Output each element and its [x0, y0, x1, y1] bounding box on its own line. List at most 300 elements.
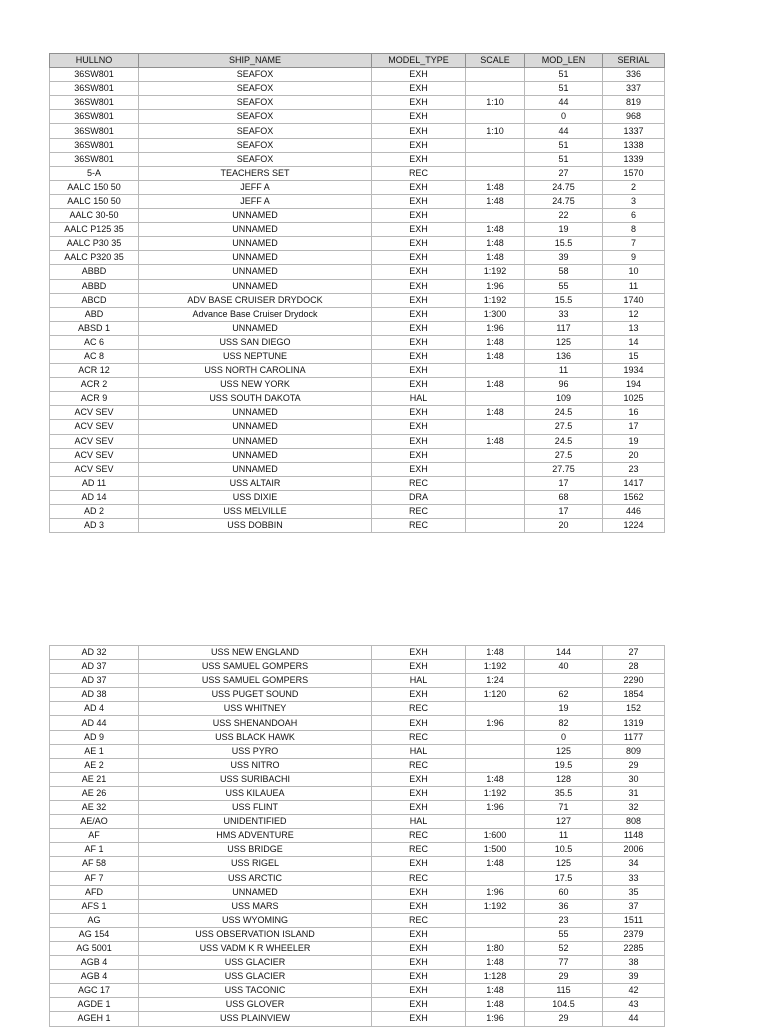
mod-len-cell: 11	[525, 829, 603, 843]
mod-len-cell: 51	[525, 152, 603, 166]
mod-len-cell: 125	[525, 857, 603, 871]
ship-name-cell: USS PUGET SOUND	[139, 688, 372, 702]
mod-len-cell: 68	[525, 490, 603, 504]
model-type-cell: REC	[372, 166, 466, 180]
table-row	[50, 138, 665, 152]
mod-len-cell: 44	[525, 124, 603, 138]
mod-len-cell: 96	[525, 378, 603, 392]
ship-name-cell: UNNAMED	[139, 223, 372, 237]
hullno-cell: AF 7	[50, 871, 139, 885]
serial-cell: 31	[603, 786, 665, 800]
table-row	[50, 941, 665, 955]
table-row	[50, 716, 665, 730]
table-row	[50, 857, 665, 871]
scale-cell: 1:48	[466, 237, 525, 251]
serial-cell: 23	[603, 462, 665, 476]
table-row	[50, 772, 665, 786]
mod-len-cell: 35.5	[525, 786, 603, 800]
model-type-cell: EXH	[372, 138, 466, 152]
ship-name-cell: UNNAMED	[139, 885, 372, 899]
table-row	[50, 194, 665, 208]
serial-cell: 1740	[603, 293, 665, 307]
mod-len-cell: 33	[525, 307, 603, 321]
model-type-cell: EXH	[372, 152, 466, 166]
table-row	[50, 871, 665, 885]
table-row	[50, 956, 665, 970]
hullno-cell: AD 38	[50, 688, 139, 702]
mod-len-cell: 51	[525, 82, 603, 96]
table-row	[50, 801, 665, 815]
table-row	[50, 392, 665, 406]
ship-name-cell: SEAFOX	[139, 82, 372, 96]
model-type-cell: EXH	[372, 378, 466, 392]
serial-cell: 7	[603, 237, 665, 251]
scale-cell: 1:600	[466, 829, 525, 843]
mod-len-cell: 39	[525, 251, 603, 265]
scale-cell	[466, 476, 525, 490]
hullno-cell: AGC 17	[50, 984, 139, 998]
hullno-cell: 36SW801	[50, 152, 139, 166]
hullno-cell: AC 8	[50, 349, 139, 363]
hullno-cell: 36SW801	[50, 96, 139, 110]
scale-cell: 1:192	[466, 660, 525, 674]
scale-cell	[466, 490, 525, 504]
hullno-cell: AE 26	[50, 786, 139, 800]
hullno-cell: AD 2	[50, 505, 139, 519]
scale-cell: 1:24	[466, 674, 525, 688]
mod-len-cell: 19	[525, 223, 603, 237]
hullno-cell: AALC 30-50	[50, 209, 139, 223]
mod-len-cell: 24.75	[525, 180, 603, 194]
hullno-cell: ABD	[50, 307, 139, 321]
column-header-model-type: MODEL_TYPE	[372, 54, 466, 68]
table-row	[50, 786, 665, 800]
serial-cell: 337	[603, 82, 665, 96]
model-type-cell: EXH	[372, 801, 466, 815]
scale-cell: 1:48	[466, 378, 525, 392]
hullno-cell: AALC P320 35	[50, 251, 139, 265]
table-row	[50, 913, 665, 927]
hullno-cell: AG 154	[50, 927, 139, 941]
serial-cell: 2379	[603, 927, 665, 941]
mod-len-cell: 24.75	[525, 194, 603, 208]
ship-name-cell: USS PLAINVIEW	[139, 1012, 372, 1026]
hullno-cell: AGEH 1	[50, 1012, 139, 1026]
hullno-cell: AD 11	[50, 476, 139, 490]
hullno-cell: AD 32	[50, 646, 139, 660]
model-type-cell: EXH	[372, 941, 466, 955]
hullno-cell: AALC P30 35	[50, 237, 139, 251]
hullno-cell: ABCD	[50, 293, 139, 307]
scale-cell	[466, 68, 525, 82]
model-type-cell: REC	[372, 505, 466, 519]
ship-name-cell: USS WHITNEY	[139, 702, 372, 716]
table-row	[50, 899, 665, 913]
ship-name-cell: USS GLACIER	[139, 956, 372, 970]
ship-name-cell: USS TACONIC	[139, 984, 372, 998]
ship-name-cell: USS NEW YORK	[139, 378, 372, 392]
scale-cell: 1:192	[466, 786, 525, 800]
hullno-cell: ACV SEV	[50, 448, 139, 462]
serial-cell: 1177	[603, 730, 665, 744]
table-row	[50, 335, 665, 349]
scale-cell	[466, 462, 525, 476]
scale-cell	[466, 913, 525, 927]
ship-name-cell: UNNAMED	[139, 237, 372, 251]
mod-len-cell: 115	[525, 984, 603, 998]
hullno-cell: AD 3	[50, 519, 139, 533]
scale-cell: 1:500	[466, 843, 525, 857]
serial-cell: 8	[603, 223, 665, 237]
ship-name-cell: USS BLACK HAWK	[139, 730, 372, 744]
ship-name-cell: SEAFOX	[139, 68, 372, 82]
serial-cell: 14	[603, 335, 665, 349]
ship-name-cell: USS ARCTIC	[139, 871, 372, 885]
mod-len-cell: 127	[525, 815, 603, 829]
hullno-cell: AALC P125 35	[50, 223, 139, 237]
serial-cell: 44	[603, 1012, 665, 1026]
hullno-cell: 36SW801	[50, 82, 139, 96]
model-type-cell: EXH	[372, 349, 466, 363]
serial-cell: 809	[603, 744, 665, 758]
mod-len-cell: 44	[525, 96, 603, 110]
model-type-cell: EXH	[372, 660, 466, 674]
ship-name-cell: SEAFOX	[139, 138, 372, 152]
table-row	[50, 378, 665, 392]
mod-len-cell: 27.75	[525, 462, 603, 476]
mod-len-cell: 0	[525, 730, 603, 744]
scale-cell: 1:48	[466, 956, 525, 970]
serial-cell: 10	[603, 265, 665, 279]
hullno-cell: ABSD 1	[50, 321, 139, 335]
hullno-cell: AE 32	[50, 801, 139, 815]
ship-name-cell: HMS ADVENTURE	[139, 829, 372, 843]
mod-len-cell: 11	[525, 364, 603, 378]
scale-cell: 1:80	[466, 941, 525, 955]
table-row	[50, 702, 665, 716]
serial-cell: 37	[603, 899, 665, 913]
ship-name-cell: ADV BASE CRUISER DRYDOCK	[139, 293, 372, 307]
serial-cell: 9	[603, 251, 665, 265]
hullno-cell: 36SW801	[50, 138, 139, 152]
serial-cell: 819	[603, 96, 665, 110]
mod-len-cell: 17	[525, 476, 603, 490]
ship-name-cell: USS RIGEL	[139, 857, 372, 871]
ship-name-cell: UNNAMED	[139, 406, 372, 420]
model-type-cell: EXH	[372, 857, 466, 871]
serial-cell: 1934	[603, 364, 665, 378]
mod-len-cell: 125	[525, 335, 603, 349]
hullno-cell: ACR 9	[50, 392, 139, 406]
serial-cell: 1148	[603, 829, 665, 843]
mod-len-cell	[525, 674, 603, 688]
hullno-cell: 5-A	[50, 166, 139, 180]
table-row	[50, 293, 665, 307]
serial-cell: 19	[603, 434, 665, 448]
model-type-cell: EXH	[372, 970, 466, 984]
ship-name-cell: USS GLACIER	[139, 970, 372, 984]
serial-cell: 15	[603, 349, 665, 363]
ship-name-cell: UNNAMED	[139, 279, 372, 293]
ship-name-cell: TEACHERS SET	[139, 166, 372, 180]
serial-cell: 43	[603, 998, 665, 1012]
model-type-cell: EXH	[372, 956, 466, 970]
table-row	[50, 815, 665, 829]
hullno-cell: 36SW801	[50, 124, 139, 138]
scale-cell: 1:10	[466, 96, 525, 110]
serial-cell: 32	[603, 801, 665, 815]
scale-cell	[466, 364, 525, 378]
model-type-cell: EXH	[372, 293, 466, 307]
ship-name-cell: USS OBSERVATION ISLAND	[139, 927, 372, 941]
serial-cell: 17	[603, 420, 665, 434]
ship-name-cell: USS FLINT	[139, 801, 372, 815]
mod-len-cell: 128	[525, 772, 603, 786]
serial-cell: 28	[603, 660, 665, 674]
model-type-cell: REC	[372, 519, 466, 533]
hullno-cell: AD 37	[50, 660, 139, 674]
scale-cell: 1:48	[466, 772, 525, 786]
hullno-cell: ACV SEV	[50, 434, 139, 448]
hullno-cell: ABBD	[50, 279, 139, 293]
hullno-cell: AD 37	[50, 674, 139, 688]
scale-cell: 1:96	[466, 801, 525, 815]
hullno-cell: AD 44	[50, 716, 139, 730]
ship-name-cell: USS NORTH CAROLINA	[139, 364, 372, 378]
scale-cell	[466, 505, 525, 519]
ship-name-cell: UNNAMED	[139, 265, 372, 279]
scale-cell: 1:192	[466, 293, 525, 307]
model-type-cell: EXH	[372, 885, 466, 899]
serial-cell: 16	[603, 406, 665, 420]
scale-cell: 1:128	[466, 970, 525, 984]
scale-cell: 1:48	[466, 180, 525, 194]
column-header-hullno: HULLNO	[50, 54, 139, 68]
ship-name-cell: UNNAMED	[139, 420, 372, 434]
mod-len-cell: 29	[525, 970, 603, 984]
hullno-cell: AG	[50, 913, 139, 927]
mod-len-cell: 144	[525, 646, 603, 660]
table-row	[50, 251, 665, 265]
model-type-cell: HAL	[372, 815, 466, 829]
table-row	[50, 223, 665, 237]
mod-len-cell: 29	[525, 1012, 603, 1026]
scale-cell	[466, 138, 525, 152]
table-row	[50, 110, 665, 124]
table-row	[50, 180, 665, 194]
scale-cell: 1:48	[466, 335, 525, 349]
hullno-cell: AE 2	[50, 758, 139, 772]
model-type-cell: EXH	[372, 110, 466, 124]
table-row	[50, 885, 665, 899]
scale-cell	[466, 758, 525, 772]
ship-name-cell: USS SAMUEL GOMPERS	[139, 660, 372, 674]
serial-cell: 1337	[603, 124, 665, 138]
ship-name-cell: USS DOBBIN	[139, 519, 372, 533]
ship-name-cell: UNNAMED	[139, 462, 372, 476]
ship-name-cell: JEFF A	[139, 194, 372, 208]
scale-cell	[466, 519, 525, 533]
table-row	[50, 519, 665, 533]
model-type-cell: EXH	[372, 279, 466, 293]
model-type-cell: EXH	[372, 462, 466, 476]
hullno-cell: AFD	[50, 885, 139, 899]
scale-cell	[466, 209, 525, 223]
mod-len-cell: 19	[525, 702, 603, 716]
table-row	[50, 420, 665, 434]
scale-cell: 1:48	[466, 251, 525, 265]
ship-name-cell: UNIDENTIFIED	[139, 815, 372, 829]
serial-cell: 1224	[603, 519, 665, 533]
mod-len-cell: 27.5	[525, 420, 603, 434]
table-row	[50, 646, 665, 660]
table-row	[50, 490, 665, 504]
mod-len-cell: 10.5	[525, 843, 603, 857]
column-header-serial: SERIAL	[603, 54, 665, 68]
model-type-cell: EXH	[372, 786, 466, 800]
model-type-cell: EXH	[372, 251, 466, 265]
ship-name-cell: UNNAMED	[139, 448, 372, 462]
scale-cell: 1:96	[466, 1012, 525, 1026]
ship-name-cell: USS MARS	[139, 899, 372, 913]
table-row	[50, 829, 665, 843]
mod-len-cell: 24.5	[525, 406, 603, 420]
serial-cell: 12	[603, 307, 665, 321]
mod-len-cell: 109	[525, 392, 603, 406]
scale-cell	[466, 420, 525, 434]
model-type-cell: EXH	[372, 223, 466, 237]
serial-cell: 3	[603, 194, 665, 208]
hullno-cell: AALC 150 50	[50, 194, 139, 208]
scale-cell: 1:192	[466, 899, 525, 913]
ship-name-cell: UNNAMED	[139, 209, 372, 223]
serial-cell: 1339	[603, 152, 665, 166]
table-row	[50, 209, 665, 223]
table-row	[50, 758, 665, 772]
model-type-cell: HAL	[372, 392, 466, 406]
serial-cell: 39	[603, 970, 665, 984]
model-type-cell: EXH	[372, 124, 466, 138]
scale-cell: 1:300	[466, 307, 525, 321]
model-type-cell: EXH	[372, 434, 466, 448]
table-row	[50, 68, 665, 82]
hullno-cell: AGDE 1	[50, 998, 139, 1012]
serial-cell: 11	[603, 279, 665, 293]
ship-name-cell: UNNAMED	[139, 434, 372, 448]
hullno-cell: ACV SEV	[50, 406, 139, 420]
mod-len-cell: 60	[525, 885, 603, 899]
ship-name-cell: USS ALTAIR	[139, 476, 372, 490]
table-row	[50, 434, 665, 448]
hullno-cell: 36SW801	[50, 68, 139, 82]
hullno-cell: AD 14	[50, 490, 139, 504]
scale-cell: 1:96	[466, 279, 525, 293]
model-type-cell: REC	[372, 871, 466, 885]
ship-name-cell: USS WYOMING	[139, 913, 372, 927]
scale-cell	[466, 110, 525, 124]
serial-cell: 34	[603, 857, 665, 871]
model-type-cell: EXH	[372, 984, 466, 998]
mod-len-cell: 52	[525, 941, 603, 955]
table-2-body	[50, 646, 665, 1027]
model-type-cell: EXH	[372, 646, 466, 660]
serial-cell: 33	[603, 871, 665, 885]
mod-len-cell: 22	[525, 209, 603, 223]
serial-cell: 2285	[603, 941, 665, 955]
model-type-cell: EXH	[372, 335, 466, 349]
serial-cell: 20	[603, 448, 665, 462]
serial-cell: 1025	[603, 392, 665, 406]
ship-name-cell: SEAFOX	[139, 124, 372, 138]
table-row	[50, 730, 665, 744]
model-type-cell: EXH	[372, 772, 466, 786]
hullno-cell: AC 6	[50, 335, 139, 349]
model-type-cell: REC	[372, 758, 466, 772]
model-type-cell: REC	[372, 913, 466, 927]
hullno-cell: ACR 12	[50, 364, 139, 378]
serial-cell: 1417	[603, 476, 665, 490]
hullno-cell: AE 21	[50, 772, 139, 786]
ship-name-cell: USS SAMUEL GOMPERS	[139, 674, 372, 688]
model-type-cell: EXH	[372, 307, 466, 321]
mod-len-cell: 27	[525, 166, 603, 180]
mod-len-cell: 27.5	[525, 448, 603, 462]
table-row	[50, 660, 665, 674]
serial-cell: 194	[603, 378, 665, 392]
model-type-cell: REC	[372, 843, 466, 857]
model-type-cell: EXH	[372, 364, 466, 378]
table-row	[50, 476, 665, 490]
serial-cell: 808	[603, 815, 665, 829]
hullno-cell: AE 1	[50, 744, 139, 758]
table-row	[50, 462, 665, 476]
serial-cell: 13	[603, 321, 665, 335]
column-header-scale: SCALE	[466, 54, 525, 68]
ship-name-cell: USS NEW ENGLAND	[139, 646, 372, 660]
table-row	[50, 843, 665, 857]
scale-cell: 1:48	[466, 406, 525, 420]
model-type-cell: REC	[372, 702, 466, 716]
table-row	[50, 364, 665, 378]
scale-cell: 1:96	[466, 885, 525, 899]
serial-cell: 1338	[603, 138, 665, 152]
mod-len-cell: 71	[525, 801, 603, 815]
table-row	[50, 674, 665, 688]
hullno-cell: AE/AO	[50, 815, 139, 829]
hullno-cell: ACV SEV	[50, 462, 139, 476]
table-row	[50, 166, 665, 180]
serial-cell: 1319	[603, 716, 665, 730]
serial-cell: 1562	[603, 490, 665, 504]
mod-len-cell: 62	[525, 688, 603, 702]
mod-len-cell: 55	[525, 279, 603, 293]
hullno-cell: AGB 4	[50, 970, 139, 984]
serial-cell: 2006	[603, 843, 665, 857]
model-type-cell: EXH	[372, 82, 466, 96]
model-type-cell: EXH	[372, 688, 466, 702]
serial-cell: 38	[603, 956, 665, 970]
table-row	[50, 307, 665, 321]
ship-name-cell: USS BRIDGE	[139, 843, 372, 857]
ship-name-cell: USS PYRO	[139, 744, 372, 758]
model-type-cell: EXH	[372, 265, 466, 279]
hullno-cell: AFS 1	[50, 899, 139, 913]
ship-name-cell: USS SURIBACHI	[139, 772, 372, 786]
serial-cell: 1570	[603, 166, 665, 180]
model-type-cell: EXH	[372, 321, 466, 335]
table-row	[50, 505, 665, 519]
ship-name-cell: UNNAMED	[139, 251, 372, 265]
